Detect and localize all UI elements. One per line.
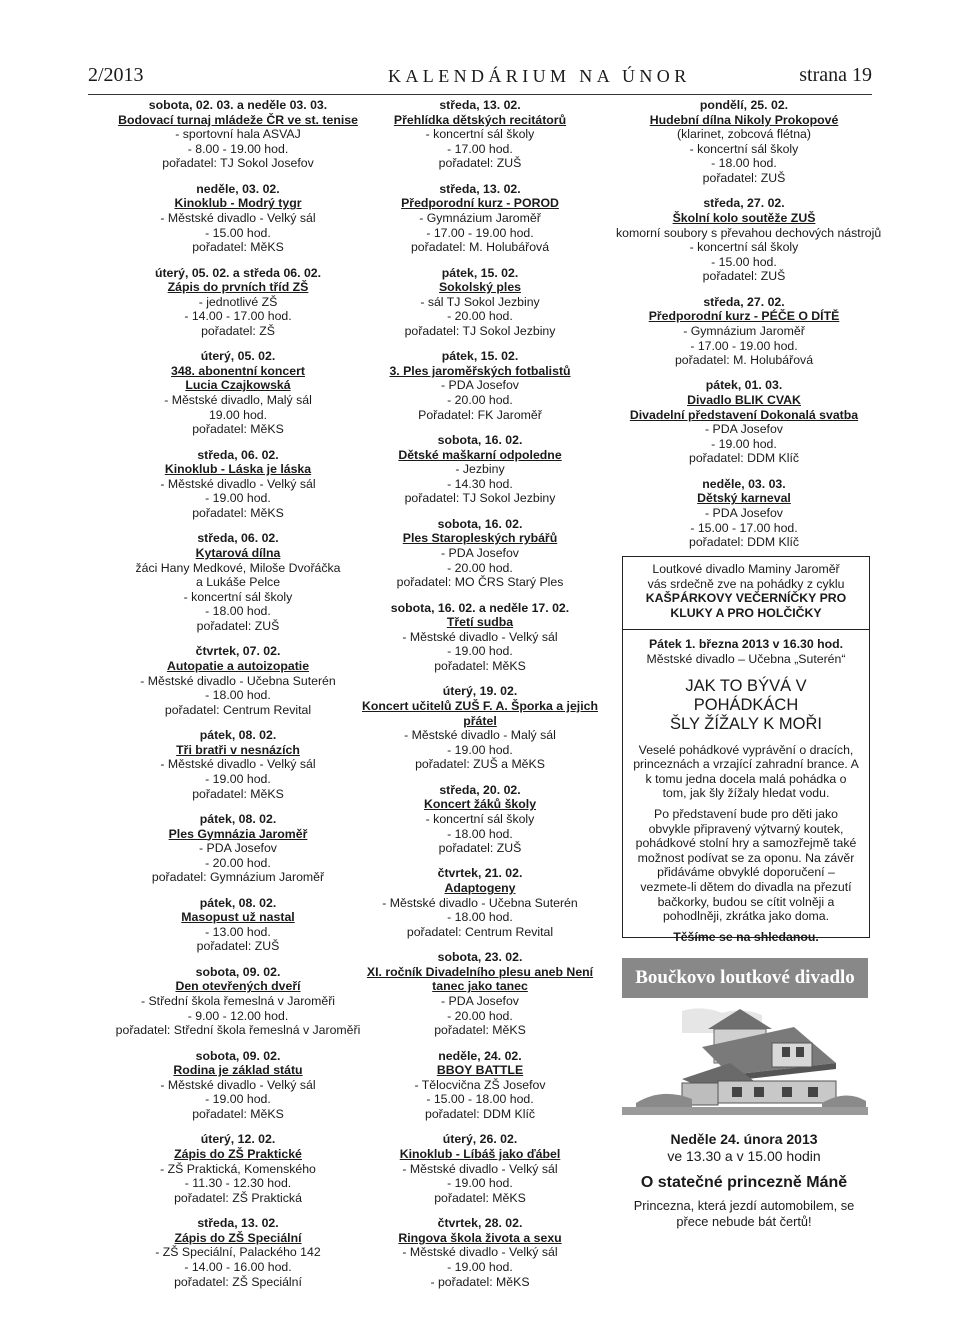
event-detail: pořadatel: MěKS (192, 240, 284, 255)
event-detail: pořadatel: Centrum Revital (406, 924, 554, 939)
event-detail: pořadatel: ZŠ Praktická (174, 1190, 302, 1205)
event-item (88, 812, 388, 885)
event-title: Předporodní kurz - POROD (401, 196, 559, 211)
event-detail: pořadatel: Střední škola řemeslná v Jaroměři (115, 1023, 361, 1038)
events-column-2 (352, 98, 608, 1300)
promo-venue: Městské divadlo – Učebna „Suterén“ (646, 651, 846, 666)
event-title: Hudební dílna Nikoly Prokopové (649, 112, 839, 127)
program-desc-1: Princezna, která jezdí automobilem, se (633, 1198, 855, 1213)
event-detail: pořadatel: TJ Sokol Jezbiny (404, 491, 556, 506)
section-title: KALENDÁRIUM NA ÚNOR (388, 66, 691, 86)
event-detail: - koncertní sál školy (183, 589, 293, 604)
event-detail: pořadatel: ZUŠ a MěKS (415, 757, 545, 772)
event-item (88, 266, 388, 339)
program-desc-2: přece nebude bát čertů! (676, 1213, 812, 1229)
bouckovo-banner: Boučkovo loutkové divadlo (622, 958, 868, 998)
event-item (88, 531, 388, 633)
event-title: XI. ročník Divadelního plesu aneb Není tanec jako tanec (366, 964, 594, 994)
event-detail: - Městské divadlo - Velký sál (402, 629, 558, 644)
event-detail: - 19.00 hod. (711, 436, 777, 451)
event-detail: - jednotlivé ZŠ (198, 294, 278, 309)
event-detail: - PDA Josefov (441, 546, 519, 561)
puppet-theatre-promo-box (622, 556, 870, 944)
event-detail: - 15.00 hod. (711, 254, 777, 269)
event-title: Ples Staropleských rybářů (402, 531, 558, 546)
event-title: BBOY BATTLE (436, 1063, 524, 1078)
event-item (352, 349, 608, 422)
event-title: Přehlídka dětských recitátorů (393, 112, 567, 127)
event-item (352, 950, 608, 1038)
event-detail: komorní soubory s převahou dechových nástrojů (616, 225, 882, 240)
event-date: sobota, 02. 03. a neděle 03. 03. (148, 98, 328, 112)
event-item (88, 896, 388, 954)
event-date: středa, 06. 02. (197, 447, 279, 462)
event-title: Kinoklub - Líbáš jako ďábel (399, 1146, 561, 1161)
event-item (88, 1132, 388, 1205)
event-detail: - 19.00 hod. (205, 771, 271, 786)
event-date: úterý, 05. 02. a středa 06. 02. (154, 265, 322, 280)
event-detail: - 20.00 hod. (205, 855, 271, 870)
event-item (352, 98, 608, 171)
event-date: pondělí, 25. 02. (699, 98, 789, 112)
event-detail: - 19.00 hod. (447, 742, 513, 757)
event-item (616, 477, 872, 550)
event-title: Zápis do ZŠ Speciální (174, 1230, 302, 1245)
events-column-1 (88, 98, 388, 1300)
event-title: Bodovací turnaj mládeže ČR ve st. tenise (118, 112, 358, 127)
event-date: neděle, 03. 02. (196, 181, 280, 196)
event-detail: pořadatel: ZUŠ (196, 618, 280, 633)
event-title: Třetí sudba (446, 615, 514, 630)
event-date: úterý, 26. 02. (442, 1132, 518, 1147)
event-detail: - Městské divadlo - Velký sál (160, 1077, 316, 1092)
event-detail: - 19.00 hod. (205, 1092, 271, 1107)
event-date: pátek, 15. 02. (441, 265, 519, 280)
event-date: středa, 13. 02. (197, 1216, 279, 1231)
event-item (88, 1216, 388, 1289)
event-detail: - Tělocvična ZŠ Josefov (414, 1077, 546, 1092)
event-title: Zápis do prvních tříd ZŠ (167, 280, 309, 295)
event-date: pátek, 08. 02. (199, 895, 277, 910)
event-date: úterý, 12. 02. (200, 1132, 276, 1147)
event-detail: - 18.00 hod. (205, 604, 271, 619)
event-detail: - 14.30 hod. (447, 476, 513, 491)
event-detail: pořadatel: MěKS (434, 658, 526, 673)
event-detail: - 18.00 hod. (447, 826, 513, 841)
event-detail: - koncertní sál školy (689, 240, 799, 255)
event-date: pátek, 08. 02. (199, 728, 277, 743)
issue-number: 2/2013 (88, 64, 144, 86)
event-date: pátek, 01. 03. (705, 378, 783, 393)
event-detail: - Městské divadlo, Malý sál (164, 393, 312, 408)
event-item (88, 965, 388, 1038)
event-detail: - 15.00 hod. (205, 225, 271, 240)
event-item (352, 1216, 608, 1289)
event-detail: - 19.00 hod. (205, 491, 271, 506)
event-date: středa, 27. 02. (703, 196, 785, 211)
event-detail: pořadatel: MěKS (192, 786, 284, 801)
event-detail: - 17.00 - 19.00 hod. (690, 338, 798, 353)
event-title: Ringova škola života a sexu (398, 1230, 562, 1245)
event-detail: pořadatel: DDM Klíč (424, 1106, 536, 1121)
event-item (352, 433, 608, 506)
event-detail: pořadatel: MěKS (434, 1190, 526, 1205)
event-detail: - 17.00 hod. (447, 141, 513, 156)
event-detail: - 11.30 - 12.30 hod. (184, 1176, 292, 1191)
event-detail: žáci Hany Medkové, Miloše Dvořáčka (135, 560, 341, 575)
event-date: čtvrtek, 21. 02. (437, 866, 523, 881)
event-detail: - koncertní sál školy (689, 141, 799, 156)
event-detail: - Městské divadlo - Velký sál (160, 476, 316, 491)
event-detail: pořadatel: ZUŠ (702, 170, 786, 185)
promo-headline-2: ŠLY ŽÍŽALY K MOŘI (670, 714, 822, 733)
event-date: středa, 20. 02. (439, 782, 521, 797)
promo-paragraph-2: Po představení bude pro děti jako obvykle připravený výtvarný koutek, pohádkové stolní hry a samozřejmě také možnost podívat se za oponu. Na závěr přidáváme obvyklé doporučení – vezmete-li dětem do divadla na přezutí bačkorky, budou se cítit volněji a pohodlněji, zkrátka jako doma. (635, 806, 857, 924)
program-title: O statečné princezně Máně (640, 1174, 848, 1191)
event-detail: - Městské divadlo - Velký sál (402, 1161, 558, 1176)
event-title: Rodina je základ státu (173, 1063, 303, 1078)
event-item (88, 98, 388, 171)
theatre-house-illustration (622, 1003, 868, 1115)
event-title: Zápis do ZŠ Praktické (174, 1146, 302, 1161)
promo-intro-2: vás srdečně zve na pohádky z cyklu (647, 576, 845, 591)
event-detail: a Lukáše Pelce (195, 575, 281, 590)
event-detail: - koncertní sál školy (425, 811, 535, 826)
event-title: Kinoklub - Modrý tygr (174, 196, 302, 211)
event-detail: - 13.00 hod. (205, 924, 271, 939)
event-detail: pořadatel: TJ Sokol Josefov (162, 156, 314, 171)
event-item (616, 378, 872, 466)
event-item (616, 295, 872, 368)
event-item (88, 644, 388, 717)
event-detail: pořadatel: DDM Klíč (688, 451, 800, 466)
promo-series-2: KLUKY A PRO HOLČIČKY (670, 605, 822, 620)
event-detail: pořadatel: MěKS (192, 1106, 284, 1121)
event-title: Den otevřených dveří (175, 979, 301, 994)
promo-headline-1: JAK TO BÝVÁ V POHÁDKÁCH (685, 676, 807, 714)
event-detail: - 8.00 - 19.00 hod. (187, 141, 289, 156)
event-item (88, 182, 388, 255)
event-item (352, 1049, 608, 1122)
event-detail: - 20.00 hod. (447, 309, 513, 324)
event-detail: pořadatel: MěKS (434, 1023, 526, 1038)
promo-closing: Těšíme se na shledanou. (673, 929, 819, 944)
event-item (352, 783, 608, 856)
event-item (352, 684, 608, 772)
event-detail: pořadatel: ZŠ Speciální (174, 1274, 302, 1289)
event-detail: pořadatel: TJ Sokol Jezbiny (404, 323, 556, 338)
event-detail: - 14.00 - 17.00 hod. (184, 309, 292, 324)
event-title: Divadlo BLIK CVAK Divadelní představení Dokonalá svatba (629, 393, 859, 422)
event-detail: (klarinet, zobcová flétna) (677, 127, 811, 142)
event-detail: pořadatel: ZUŠ (438, 841, 522, 856)
event-title: Autopatie a autoizopatie (166, 658, 310, 673)
event-title: 3. Ples jaroměřských fotbalistů (389, 363, 571, 378)
event-detail: pořadatel: M. Holubářová (410, 240, 550, 255)
event-detail: - Jezbiny (455, 462, 505, 477)
event-detail: - 9.00 - 12.00 hod. (187, 1008, 289, 1023)
event-date: sobota, 09. 02. (195, 1048, 281, 1063)
event-detail: - Střední škola řemeslná v Jaroměři (140, 994, 336, 1009)
event-detail: - PDA Josefov (441, 994, 519, 1009)
event-item (352, 601, 608, 674)
event-item (88, 448, 388, 521)
event-detail: pořadatel: MěKS (192, 422, 284, 437)
promo-divider (623, 629, 869, 630)
event-detail: - 14.00 - 16.00 hod. (184, 1259, 292, 1274)
event-item (352, 1132, 608, 1205)
page-header (88, 62, 872, 95)
event-detail: Pořadatel: FK Jaroměř (418, 407, 542, 422)
event-date: úterý, 05. 02. (200, 349, 276, 364)
event-detail: - Gymnázium Jaroměř (683, 323, 805, 338)
event-detail: - 20.00 hod. (447, 1008, 513, 1023)
event-detail: - 19.00 hod. (447, 1176, 513, 1191)
event-detail: - Městské divadlo - Velký sál (402, 1245, 558, 1260)
event-detail: - Městské divadlo - Malý sál (404, 728, 556, 743)
event-title: Koncert učitelů ZUŠ F. A. Šporka a jejich přátel (362, 698, 598, 728)
event-detail: - ZŠ Praktická, Komenského (160, 1161, 316, 1176)
event-detail: - 18.00 hod. (205, 688, 271, 703)
event-detail: - 18.00 hod. (447, 910, 513, 925)
event-item (352, 266, 608, 339)
event-date: sobota, 23. 02. (437, 950, 523, 965)
event-detail: - 20.00 hod. (447, 560, 513, 575)
event-title: Koncert žáků školy (423, 797, 537, 812)
promo-date: Pátek 1. března 2013 v 16.30 hod. (648, 637, 844, 652)
event-title: Ples Gymnázia Jaroměř (168, 826, 308, 841)
page-number: strana 19 (799, 64, 872, 86)
event-detail: 19.00 hod. (208, 407, 268, 422)
event-title: Tři bratři v nesnázích (176, 742, 300, 757)
event-date: sobota, 16. 02. a neděle 17. 02. (390, 600, 570, 615)
event-title: Dětské maškarní odpoledne (398, 447, 562, 462)
event-detail: - Městské divadlo - Velký sál (160, 210, 316, 225)
event-item (88, 1049, 388, 1122)
events-column-3 (616, 98, 882, 561)
event-date: neděle, 03. 03. (702, 476, 786, 491)
event-detail: - 19.00 hod. (447, 1259, 513, 1274)
event-date: čtvrtek, 28. 02. (437, 1216, 523, 1231)
event-date: pátek, 08. 02. (199, 811, 277, 826)
event-date: středa, 27. 02. (703, 294, 785, 309)
event-title: Sokolský ples (438, 280, 522, 295)
event-date: čtvrtek, 07. 02. (195, 644, 281, 659)
event-detail: pořadatel: DDM Klíč (688, 535, 800, 550)
event-detail: - 20.00 hod. (447, 393, 513, 408)
bouckovo-program (616, 1131, 872, 1229)
event-detail: - 15.00 - 18.00 hod. (426, 1092, 534, 1107)
event-detail: - Městské divadlo - Učebna Suterén (140, 673, 336, 688)
program-times: ve 13.30 a v 15.00 hodin (667, 1148, 821, 1164)
event-detail: - 15.00 - 17.00 hod. (690, 520, 798, 535)
promo-intro-1: Loutkové divadlo Maminy Jaroměř (652, 562, 840, 576)
event-detail: - 18.00 hod. (711, 156, 777, 171)
event-date: sobota, 09. 02. (195, 964, 281, 979)
event-date: středa, 06. 02. (197, 531, 279, 546)
event-detail: - Městské divadlo - Učebna Suterén (382, 895, 578, 910)
event-date: sobota, 16. 02. (437, 433, 523, 448)
event-detail: - koncertní sál školy (425, 127, 535, 142)
event-detail: pořadatel: ZUŠ (702, 269, 786, 284)
event-title: Adaptogeny (444, 881, 516, 896)
event-detail: pořadatel: MO ČRS Starý Ples (396, 575, 564, 590)
event-detail: - ZŠ Speciální, Palackého 142 (155, 1245, 321, 1260)
event-title: Předporodní kurz - PÉČE O DÍTĚ (648, 309, 840, 324)
event-detail: - 17.00 - 19.00 hod. (426, 225, 534, 240)
event-item (352, 866, 608, 939)
event-title: 348. abonentní koncert Lucia Czajkowská (171, 363, 305, 393)
event-item (88, 728, 388, 801)
event-item (616, 98, 872, 186)
event-detail: pořadatel: Centrum Revital (164, 702, 312, 717)
event-detail: pořadatel: Gymnázium Jaroměř (151, 870, 325, 885)
event-title: Kinoklub - Láska je láska (164, 462, 312, 477)
event-detail: - pořadatel: MěKS (430, 1274, 530, 1289)
event-item (352, 182, 608, 255)
event-detail: - 19.00 hod. (447, 644, 513, 659)
promo-paragraph-1: Veselé pohádkové vyprávění o dracích, princeznách a vrzající zahradní brance. A k tomu jedna docela malá pohádka o tom, jak šly žížaly hledat vodu. (633, 742, 859, 801)
event-item (616, 196, 882, 284)
event-detail: pořadatel: ZŠ (201, 323, 275, 338)
event-detail: - PDA Josefov (705, 506, 783, 521)
event-title: Školní kolo soutěže ZUŠ (672, 210, 816, 225)
program-date: Neděle 24. února 2013 (670, 1131, 818, 1147)
event-item (352, 517, 608, 590)
event-detail: pořadatel: ZUŠ (196, 939, 280, 954)
event-detail: pořadatel: M. Holubářová (674, 353, 814, 368)
event-item (88, 349, 388, 437)
event-date: středa, 13. 02. (439, 98, 521, 112)
event-detail: - Městské divadlo - Velký sál (160, 757, 316, 772)
event-detail: - sportovní hala ASVAJ (175, 127, 301, 142)
event-date: středa, 13. 02. (439, 181, 521, 196)
event-title: Dětský karneval (697, 491, 791, 506)
event-detail: - PDA Josefov (441, 378, 519, 393)
event-date: pátek, 15. 02. (441, 349, 519, 364)
event-detail: - PDA Josefov (199, 841, 277, 856)
event-detail: - sál TJ Sokol Jezbiny (420, 294, 540, 309)
event-date: úterý, 19. 02. (442, 684, 518, 699)
event-title: Kytarová dílna (195, 546, 281, 561)
event-date: sobota, 16. 02. (437, 516, 523, 531)
event-detail: pořadatel: ZUŠ (438, 156, 522, 171)
event-title: Masopust už nastal (181, 910, 295, 925)
event-date: neděle, 24. 02. (438, 1048, 522, 1063)
event-detail: pořadatel: MěKS (192, 506, 284, 521)
promo-series-1: KAŠPÁRKOVY VEČERNÍČKY PRO (645, 591, 847, 606)
event-detail: - PDA Josefov (705, 422, 783, 437)
event-detail: - Gymnázium Jaroměř (419, 210, 541, 225)
